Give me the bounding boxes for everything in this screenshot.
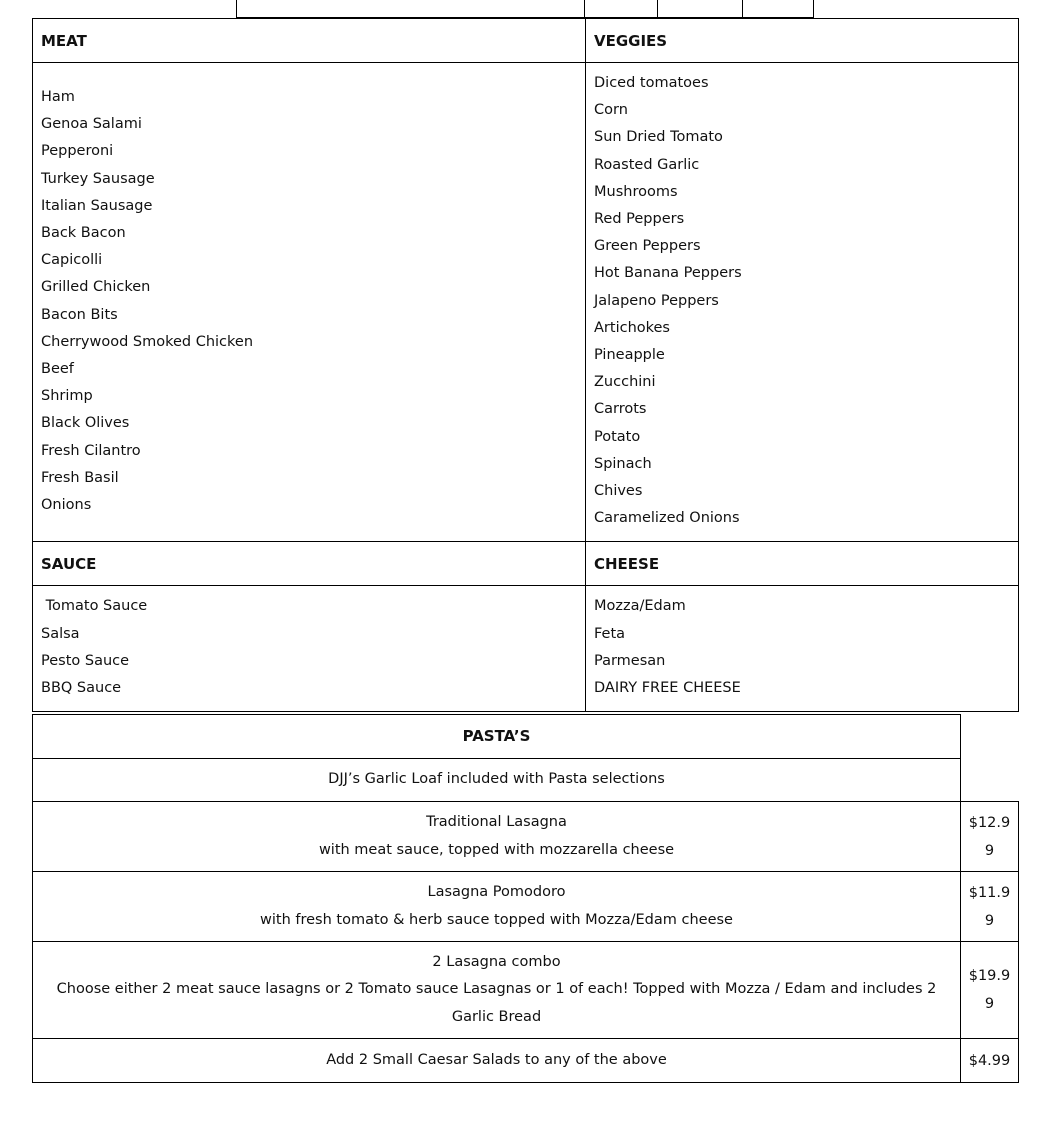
list-item: Mozza/Edam [594, 598, 686, 615]
addon-text: Add 2 Small Caesar Salads to any of the above [33, 1039, 961, 1083]
meat-list [41, 63, 577, 519]
list-item: BBQ Sauce [41, 680, 122, 697]
pasta-item-name: 2 Lasagna combo [432, 954, 561, 971]
list-item: Fresh Cilantro [41, 442, 141, 459]
list-item: Sun Dried Tomato [594, 129, 723, 146]
toppings-table [32, 18, 1019, 712]
list-item: Spinach [594, 455, 652, 472]
sauce-cell [33, 586, 586, 712]
list-item: Jalapeno Peppers [594, 292, 719, 309]
list-item: Shrimp [41, 388, 93, 405]
meat-cell [33, 63, 586, 542]
list-item: Bacon Bits [41, 306, 118, 323]
list-item: Green Peppers [594, 238, 701, 255]
pasta-item [33, 802, 961, 872]
list-item: Pepperoni [41, 143, 114, 160]
list-item: Onions [41, 497, 92, 514]
addon-price: $4.99 [961, 1039, 1019, 1083]
pasta-table [32, 714, 1019, 1083]
list-item: Red Peppers [594, 211, 685, 228]
list-item: Beef [41, 361, 74, 378]
list-item: Fresh Basil [41, 469, 119, 486]
list-item: Feta [594, 625, 626, 642]
list-item: Genoa Salami [41, 116, 142, 133]
list-item: Hot Banana Peppers [594, 265, 742, 282]
veggies-cell [586, 63, 1019, 542]
list-item: Tomato Sauce [41, 598, 148, 615]
fragment-cell [584, 0, 658, 18]
list-item: Grilled Chicken [41, 279, 151, 296]
pasta-item-price: $19.99 [961, 942, 1019, 1039]
sauce-header: SAUCE [33, 542, 586, 586]
fragment-cell [657, 0, 743, 18]
list-item: Mushrooms [594, 183, 678, 200]
list-item: Roasted Garlic [594, 156, 700, 173]
list-item: Diced tomatoes [594, 75, 709, 91]
list-item: Capicolli [41, 252, 103, 269]
pasta-item [33, 942, 961, 1039]
list-item: Parmesan [594, 652, 666, 669]
list-item: Corn [594, 102, 628, 119]
veggies-header: VEGGIES [586, 19, 1019, 63]
pasta-item-description: with meat sauce, topped with mozzarella cheese [318, 841, 675, 858]
list-item: Pesto Sauce [41, 652, 130, 669]
pasta-item-price: $11.99 [961, 872, 1019, 942]
fragment-cell [742, 0, 814, 18]
list-item: Chives [594, 483, 643, 500]
list-item: Black Olives [41, 415, 130, 432]
list-item: Zucchini [594, 374, 656, 391]
cheese-cell [586, 586, 1019, 712]
list-item: Artichokes [594, 319, 670, 336]
list-item: Turkey Sausage [41, 170, 155, 187]
pasta-item-price: $12.99 [961, 802, 1019, 872]
pasta-title: PASTA’S [33, 715, 961, 759]
cheese-header: CHEESE [586, 542, 1019, 586]
pasta-item-name: Lasagna Pomodoro [427, 884, 566, 901]
veggies-list [594, 63, 1010, 541]
list-item: Cherrywood Smoked Chicken [41, 333, 254, 350]
fragment-cell [236, 0, 585, 18]
list-item: Caramelized Onions [594, 510, 740, 527]
pasta-item-name: Traditional Lasagna [426, 814, 567, 831]
list-item: Back Bacon [41, 225, 126, 242]
list-item: Pineapple [594, 347, 665, 364]
list-item: Ham [41, 89, 75, 105]
empty-price-cell [961, 715, 1019, 802]
meat-header: MEAT [33, 19, 586, 63]
pasta-item [33, 872, 961, 942]
cheese-list [594, 586, 1010, 711]
list-item: Italian Sausage [41, 197, 153, 214]
pasta-item-description: with fresh tomato & herb sauce topped with Mozza/Edam cheese [260, 911, 733, 928]
sauce-list [41, 586, 577, 711]
list-item: Salsa [41, 625, 80, 642]
pasta-note: DJJ’s Garlic Loaf included with Pasta selections [33, 759, 961, 802]
list-item: DAIRY FREE CHEESE [594, 680, 741, 697]
previous-table-fragment [236, 0, 814, 18]
list-item: Carrots [594, 401, 647, 418]
pasta-item-description: Choose either 2 meat sauce lasagns or 2 Tomato sauce Lasagnas or 1 of each! Topped with Mozza / Edam and includes 2 Garlic Bread [56, 981, 937, 1025]
list-item: Potato [594, 428, 641, 445]
